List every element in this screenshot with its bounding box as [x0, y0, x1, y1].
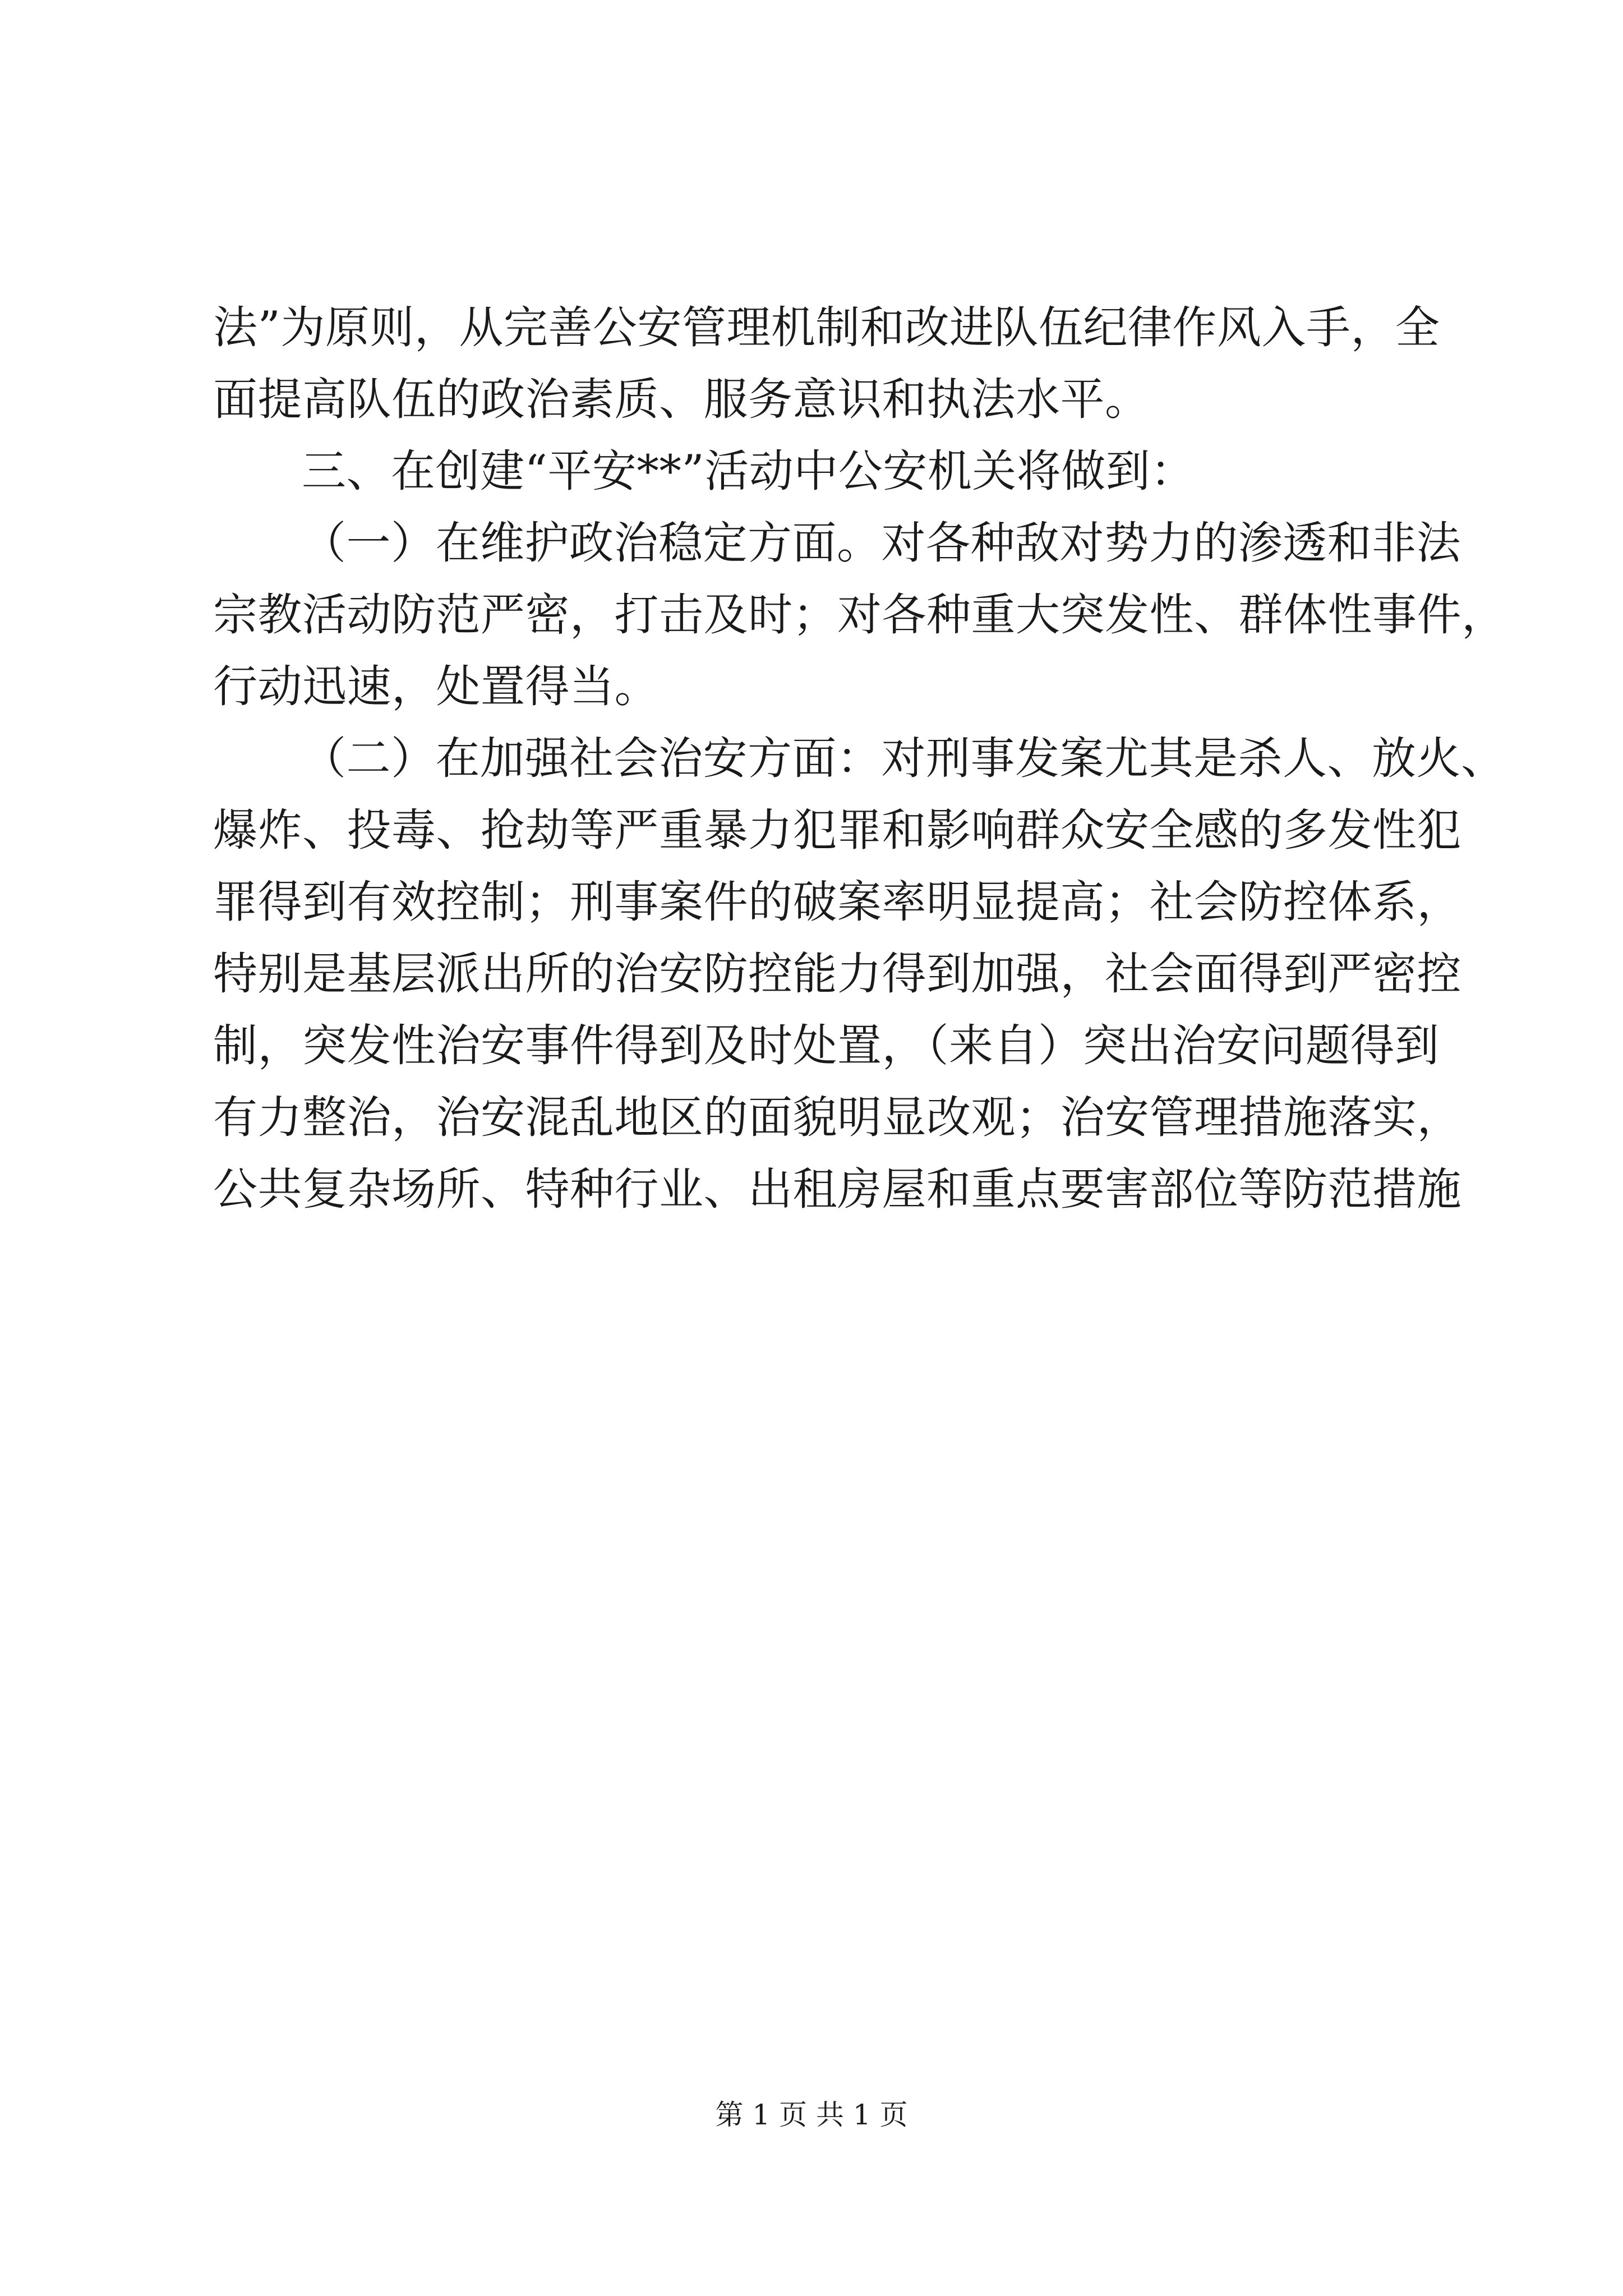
- text-line: 公共复杂场所、特种行业、出租房屋和重点要害部位等防范措施: [213, 1163, 1461, 1215]
- text-line: 宗教活动防范严密，打击及时；对各种重大突发性、群体性事件，: [213, 589, 1506, 641]
- text-line: 罪得到有效控制；刑事案件的破案率明显提高；社会防控体系，: [213, 876, 1461, 928]
- text-line: 行动迅速，处置得当。: [213, 661, 659, 712]
- text-line: 爆炸、投毒、抢劫等严重暴力犯罪和影响群众安全感的多发性犯: [213, 804, 1461, 856]
- text-line: 面提高队伍的政治素质、服务意识和执法水平。: [213, 374, 1150, 425]
- text-line: （一）在维护政治稳定方面。对各种敌对势力的渗透和非法: [302, 517, 1461, 569]
- document-body: [213, 292, 1506, 1225]
- text-line: 有力整治，治安混乱地区的面貌明显改观；治安管理措施落实，: [213, 1092, 1461, 1143]
- text-line: 法”为原则，从完善公安管理机制和改进队伍纪律作风入手，全: [213, 302, 1440, 353]
- text-line: 制，突发性治安事件得到及时处置，（来自）突出治安问题得到: [213, 1020, 1440, 1071]
- page-footer: [0, 2098, 1623, 2132]
- text-line: （二）在加强社会治安方面：对刑事发案尤其是杀人、放火、: [302, 733, 1506, 784]
- section-heading: 三、在创建“平安**”活动中公安机关将做到：: [302, 445, 1195, 497]
- page-number-label: 第 1 页 共 1 页: [715, 2099, 908, 2131]
- text-line: 特别是基层派出所的治安防控能力得到加强，社会面得到严密控: [213, 948, 1461, 1000]
